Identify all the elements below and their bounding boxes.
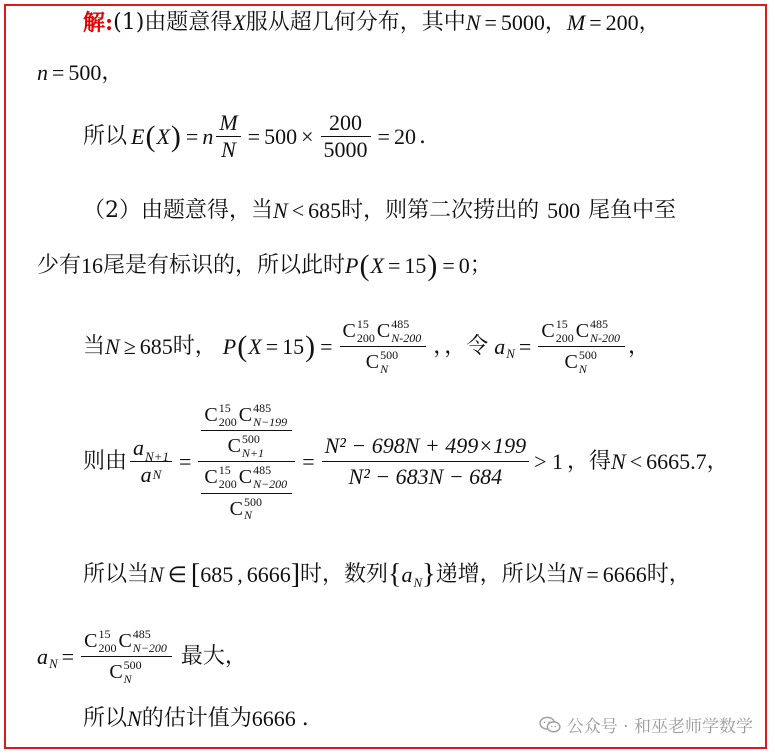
line-6: 当 N ≥ 685 时， P ( X = 15 ) = C 15 200 C 485 N-200 C 500 N ，，令 a N = C 15 200 C 485 N-200 C 500 N ， (83, 317, 651, 376)
fraction-a-ratio: a N+1 a N (130, 437, 172, 486)
fraction-compound: C 15 200 C 485 N−199 C 500 N+1 C 15 200 C 485 N−200 C 500 N (198, 402, 295, 522)
line-7: 则由 a N+1 a N = C 15 200 C 485 N−199 C 500 N+1 C 15 200 C 485 N−200 C 500 N = $\frac{\text{N² − 698N + 499×199}}{\text{N² − 683N − 684}}$ > 1 ，得 N < 6665.7 ， (83, 401, 729, 523)
solution-label: 解: (83, 10, 114, 36)
fraction-polynomial: $\frac{\text{N² − 698N + 499×199}}{\text{N² − 683N − 684}}$ (322, 435, 529, 488)
line-9: a N = C 15 200 C 485 N−200 C 500 N 最大， (37, 627, 247, 686)
fraction-200-over-5000: $\frac{200}{5000}$ (321, 112, 371, 161)
watermark: 公众号 · 和巫老师学数学 (539, 712, 753, 737)
fraction-M-over-N: $\frac{M}{N}$ (216, 112, 240, 161)
line-5: 少有 16 尾是有标识的，所以此时 P ( X = 15 ) = 0 ； (37, 249, 492, 282)
line-4: （2）由题意得，当 N < 685 时，则第二次捞出的 500 尾鱼中至 (83, 198, 677, 223)
wechat-icon (539, 716, 561, 734)
line-1: 解: (1)由题意得 X 服从超几何分布，其中 N = 5000 ， M = 200 ， (83, 10, 661, 36)
fraction-comb-b: C 15 200 C 485 N-200 C 500 N (538, 318, 625, 375)
line-10: 所以 N 的估计值为 6666 . (83, 706, 309, 731)
line-8: 所以当 N ∈ [ 685 , 6666 ] 时，数列 { a N } 递增，所以当 N = 6666 时， (83, 559, 691, 590)
line-2: n = 500 ， (37, 60, 124, 85)
fraction-comb-c: C 15 200 C 485 N−200 C 500 N (81, 628, 172, 685)
fraction-comb-a: C 15 200 C 485 N-200 C 500 N (340, 318, 427, 375)
line-3: 所以 E ( X ) = n $\frac{M}{N}$ = 500 × $\frac{200}{5000}$ = 20 . (83, 110, 426, 162)
